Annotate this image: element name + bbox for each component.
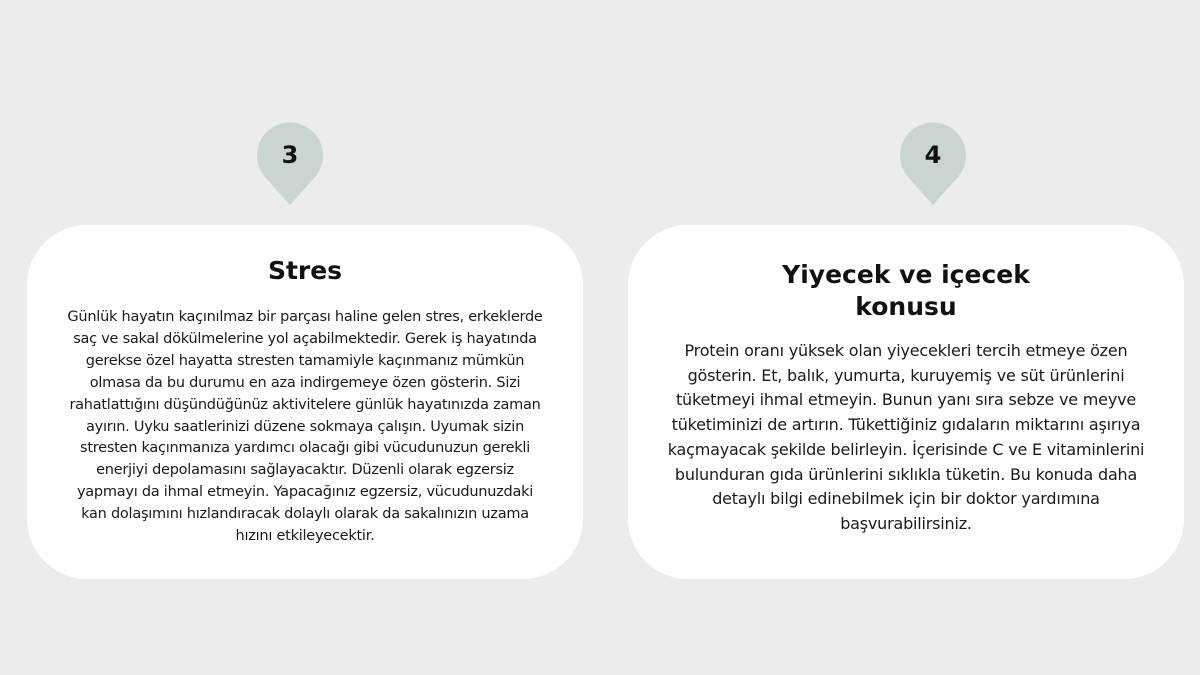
step-3-marker bbox=[257, 121, 323, 205]
step-number: 4 bbox=[924, 141, 942, 169]
card-body: Günlük hayatın kaçınılmaz bir parçası haline gelen stres, erkeklerde saç ve sakal dökülmelerine yol açabilmektedir. Gerek iş hayatında gerekse özel hayatta stresten tamamiyle kaçınmanız mümkün olmasa da bu durumu en aza indirgemeye özen gösterin. Sizi rahatlattığını düşündüğünüz aktivitelere günlük hayatınızda zaman ayırın. Uyku saatlerinizi düzene sokmaya çalışın. Uyumak sizin stresten kaçınmanıza yardımcı olacağı gibi vücudunuzun gerekli enerjiyi depolamasını sağlayacaktır. Düzenli olarak egzersiz yapmayı da ihmal etmeyin. Yapacağınız egzersiz, vücudunuzdaki kan dolaşımını hızlandıracak dolaylı olarak da sakalınızın uzama hızını etkileyecektir. bbox=[67, 309, 543, 545]
step-number: 3 bbox=[281, 141, 299, 169]
step-4-marker bbox=[900, 121, 966, 205]
food-drink-card bbox=[628, 225, 1184, 579]
card-title: Stres bbox=[267, 256, 343, 285]
card-body: Protein oranı yüksek olan yiyecekleri tercih etmeye özen gösterin. Et, balık, yumurta, kuruyemiş ve süt ürünlerini tüketmeyi ihmal etmeyin. Bunun yanı sıra sebze ve meyve tüketiminizi de artırın. Tükettiğiniz gıdaların miktarını aşırıya kaçmayacak şekilde belirleyin. İçerisinde C ve E vitaminlerini bulunduran gıda ürünlerini sıklıkla tüketin. Bu konuda daha detaylı bilgi edinebilmek için bir doktor yardımına başvurabilirsiniz. bbox=[667, 341, 1145, 533]
card-title: Yiyecek ve içecek konusu bbox=[782, 260, 1030, 321]
stress-card bbox=[27, 225, 583, 579]
